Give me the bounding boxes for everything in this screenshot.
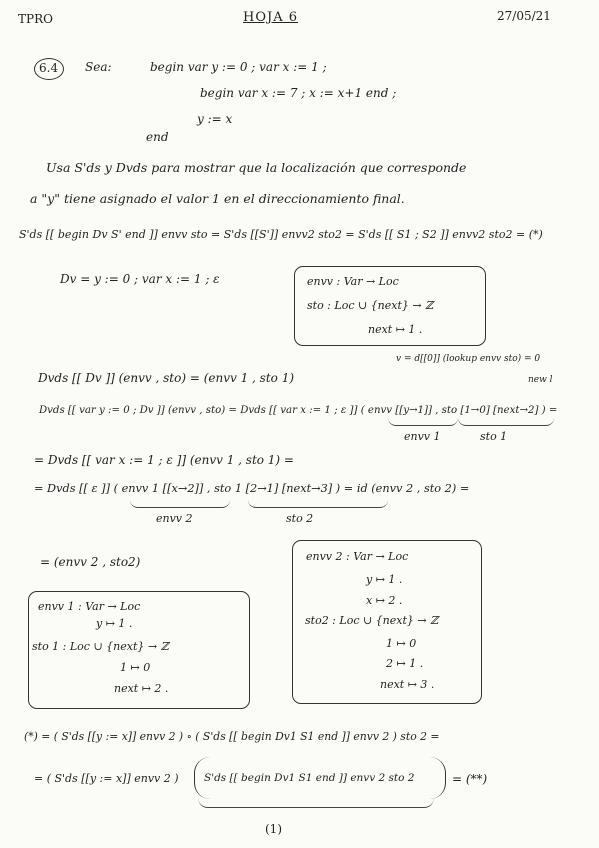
problem-number: 6.4 xyxy=(39,61,59,75)
main-equation: S'ds [[ begin Dv S' end ]] envv sto = S'ds [[S']] envv2 sto2 = S'ds [[ S1 ; S2 ]] envv2 sto2 = (*) xyxy=(19,228,543,241)
final-equation-2b: S'ds [[ begin Dv1 S1 end ]] envv 2 sto 2 xyxy=(204,772,415,784)
brace-sto-1-label: sto 1 xyxy=(480,430,508,443)
code-line-1: begin var y := 0 ; var x := 1 ; xyxy=(150,60,327,74)
derivation-step-1: Dvds [[ var y := 0 ; Dv ]] (envv , sto) = Dvds [[ var x := 1 ; ε ]] ( envv [[y→1]] , sto [1→0] [next→2] ) = xyxy=(39,405,558,416)
box-left-line-3: sto 1 : Loc ∪ {next} → ℤ xyxy=(32,640,169,653)
box-right-line-5: 1 ↦ 0 xyxy=(386,637,417,650)
box-left-line-4: 1 ↦ 0 xyxy=(120,661,151,674)
box-top-line-2: sto : Loc ∪ {next} → ℤ xyxy=(307,299,434,312)
statement-line-2: a "y" tiene asignado el valor 1 en el direccionamiento final. xyxy=(30,191,405,206)
brace-env-1 xyxy=(388,418,458,426)
box-right-line-2: y ↦ 1 . xyxy=(366,573,403,586)
derivation-step-2: = Dvds [[ var x := 1 ; ε ]] (envv 1 , sto 1) = xyxy=(34,453,294,467)
final-equation-2c: = (**) xyxy=(452,772,488,786)
statement-line-1: Usa S'ds y Dvds para mostrar que la localización que corresponde xyxy=(46,160,467,175)
brace-env-2 xyxy=(130,500,230,508)
box-left-line-2: y ↦ 1 . xyxy=(96,617,133,630)
box-top-line-3: next ↦ 1 . xyxy=(368,323,423,336)
box-right-line-4: sto2 : Loc ∪ {next} → ℤ xyxy=(305,614,439,627)
brace-sto-2-label: sto 2 xyxy=(286,512,314,525)
box-top-line-1: envv : Var → Loc xyxy=(307,275,399,288)
dv-definition: Dv = y := 0 ; var x := 1 ; ε xyxy=(60,272,220,286)
sheet-title: HOJA 6 xyxy=(243,10,298,25)
code-line-2: begin var x := 7 ; x := x+1 end ; xyxy=(200,86,397,100)
brace-env-2-label: envv 2 xyxy=(156,512,193,525)
brace-sto-2 xyxy=(248,500,388,508)
box-right-line-7: next ↦ 3 . xyxy=(380,678,435,691)
code-line-3: y := x xyxy=(197,112,233,126)
code-line-4: end xyxy=(146,130,169,144)
final-equation-1: (*) = ( S'ds [[y := x]] envv 2 ) ∘ ( S'ds [[ begin Dv1 S1 end ]] envv 2 ) sto 2 = xyxy=(24,730,440,743)
brace-sto-1 xyxy=(458,418,554,426)
brace-env-1-label: envv 1 xyxy=(404,430,441,443)
side-note: v = d[[0]] (lookup envv sto) = 0 xyxy=(396,354,541,364)
derivation-step-3: = Dvds [[ ε ]] ( envv 1 [[x→2]] , sto 1 [2→1] [next→3] ) = id (envv 2 , sto 2) = xyxy=(34,482,470,495)
box-right-line-6: 2 ↦ 1 . xyxy=(386,657,424,670)
dv-equation: Dvds [[ Dv ]] (envv , sto) = (envv 1 , sto 1) xyxy=(38,371,295,385)
brace-final-label: (1) xyxy=(265,822,282,836)
problem-label: Sea: xyxy=(85,60,112,74)
derivation-result: = (envv 2 , sto2) xyxy=(40,555,141,569)
box-right-line-1: envv 2 : Var → Loc xyxy=(306,550,409,563)
box-left-line-1: envv 1 : Var → Loc xyxy=(38,600,141,613)
box-left-line-5: next ↦ 2 . xyxy=(114,682,169,695)
course-label: TPRO xyxy=(18,12,53,26)
date-label: 27/05/21 xyxy=(497,9,551,23)
brace-final xyxy=(198,798,434,808)
box-right-line-3: x ↦ 2 . xyxy=(366,594,403,607)
final-equation-2a: = ( S'ds [[y := x]] envv 2 ) xyxy=(34,772,179,785)
new-label: new l xyxy=(528,375,553,385)
